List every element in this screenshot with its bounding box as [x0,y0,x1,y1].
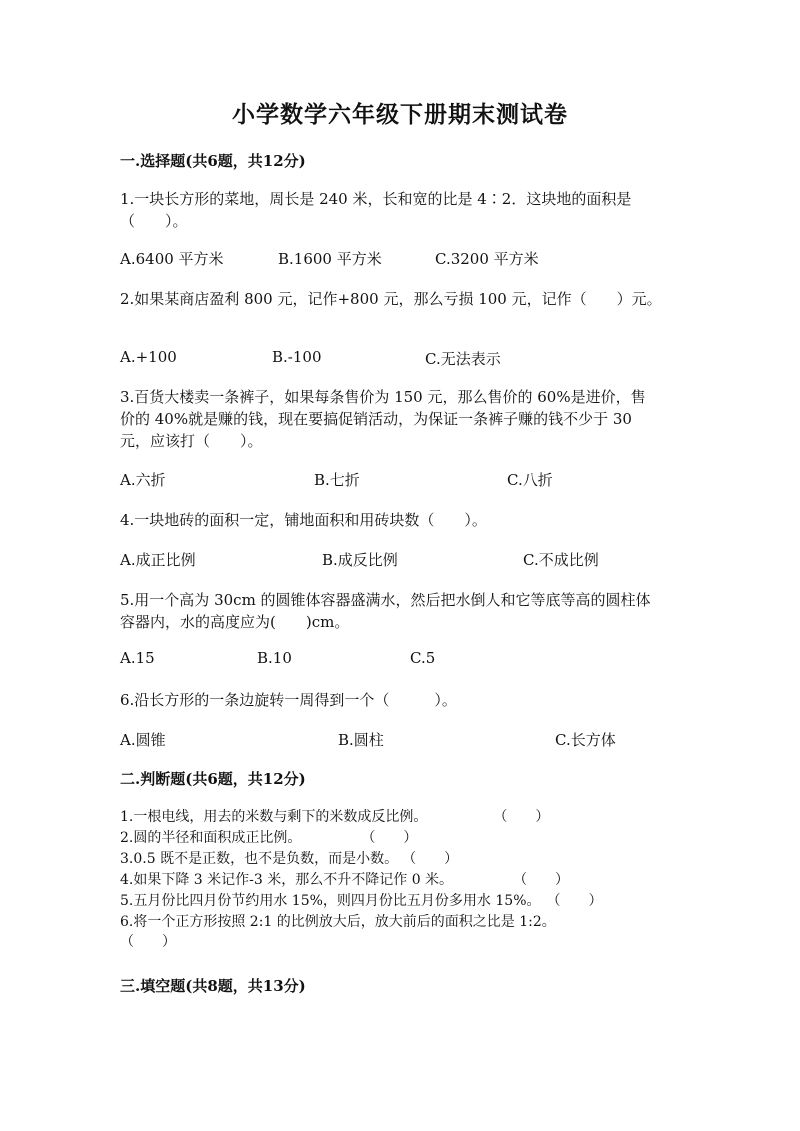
choice-4-option-a: A.成正比例 [120,551,196,569]
answer-bracket: （ ） [493,809,550,825]
choice-4-option-b: B.成反比例 [322,551,398,569]
question-line: 3.百货大楼卖一条裤子，如果每条售价为 150 元，那么售价的 60%是进价，售 [120,388,646,406]
question-line: 4.一块地砖的面积一定，铺地面积和用砖块数（ ）。 [120,511,487,529]
question-line: 2.如果某商店盈利 800 元，记作+800 元，那么亏损 100 元，记作（ ）元。 [120,290,662,308]
section-heading-choice: 一.选择题(共6题，共12分) [120,152,306,170]
judge-item-text: 3.0.5 既不是正数，也不是负数，而是小数。 [120,851,399,867]
choice-1-option-b: B.1600 平方米 [278,250,382,268]
choice-1-option-a: A.6400 平方米 [120,250,224,268]
judge-item-text: 5.五月份比四月份节约用水 15%，则四月份比五月份多用水 15%。 [120,893,541,909]
section-heading-fill: 三.填空题(共8题，共13分) [120,977,306,995]
answer-bracket: （ ） [361,830,418,846]
choice-2-option-b: B.-100 [272,348,322,366]
choice-2-option-a: A.+100 [120,348,177,366]
choice-question-1 [120,188,690,232]
choice-2-option-c: C.无法表示 [425,350,501,368]
choice-5-option-b: B.10 [257,649,292,667]
judge-item-3 [120,849,458,869]
choice-6-option-c: C.长方体 [555,731,616,749]
judge-item-text: 2.圆的半径和面积成正比例。 [120,830,302,846]
question-line: 1.一块长方形的菜地，周长是 240 米，长和宽的比是 4∶2．这块地的面积是 [120,190,632,208]
question-line: 5.用一个高为 30cm 的圆锥体容器盛满水，然后把水倒人和它等底等高的圆柱体 [120,591,651,609]
choice-3-option-a: A.六折 [120,471,166,489]
answer-bracket: （ ） [402,851,459,867]
choice-3-option-b: B.七折 [314,471,360,489]
answer-bracket: （ ） [513,872,570,888]
choice-question-6 [120,689,690,711]
answer-bracket: （ ） [546,893,603,909]
choice-question-3 [120,386,690,452]
judge-item-text: 1.一根电线，用去的米数与剩下的米数成反比例。 [120,809,428,825]
choice-6-option-a: A.圆锥 [120,731,166,749]
answer-bracket: （ ） [120,934,176,950]
question-line: 元，应该打（ ）。 [120,432,263,450]
choice-6-option-b: B.圆柱 [338,731,384,749]
judge-item-6 [120,912,556,952]
question-line: （ ）。 [120,212,188,230]
question-line: 价的 40%就是赚的钱，现在要搞促销活动，为保证一条裤子赚的钱不少于 30 [120,410,632,428]
choice-3-option-c: C.八折 [507,471,553,489]
judge-item-text: 6.将一个正方形按照 2:1 的比例放大后，放大前后的面积之比是 1:2。 [120,914,556,930]
choice-question-4 [120,509,690,531]
choice-question-2 [120,288,690,310]
page-title: 小学数学六年级下册期末测试卷 [232,101,568,128]
choice-1-option-c: C.3200 平方米 [435,250,539,268]
choice-4-option-c: C.不成比例 [523,551,599,569]
choice-question-5 [120,589,690,633]
judge-item-1 [120,807,549,827]
judge-item-4 [120,870,569,890]
question-line: 6.沿长方形的一条边旋转一周得到一个（ ）。 [120,691,457,709]
choice-5-option-c: C.5 [410,649,436,667]
question-line: 容器内，水的高度应为( )cm。 [120,613,350,631]
judge-item-2 [120,828,417,848]
judge-item-5 [120,891,603,911]
choice-5-option-a: A.15 [120,649,155,667]
judge-item-text: 4.如果下降 3 米记作-3 米，那么不升不降记作 0 米。 [120,872,454,888]
section-heading-judge: 二.判断题(共6题，共12分) [120,770,306,788]
